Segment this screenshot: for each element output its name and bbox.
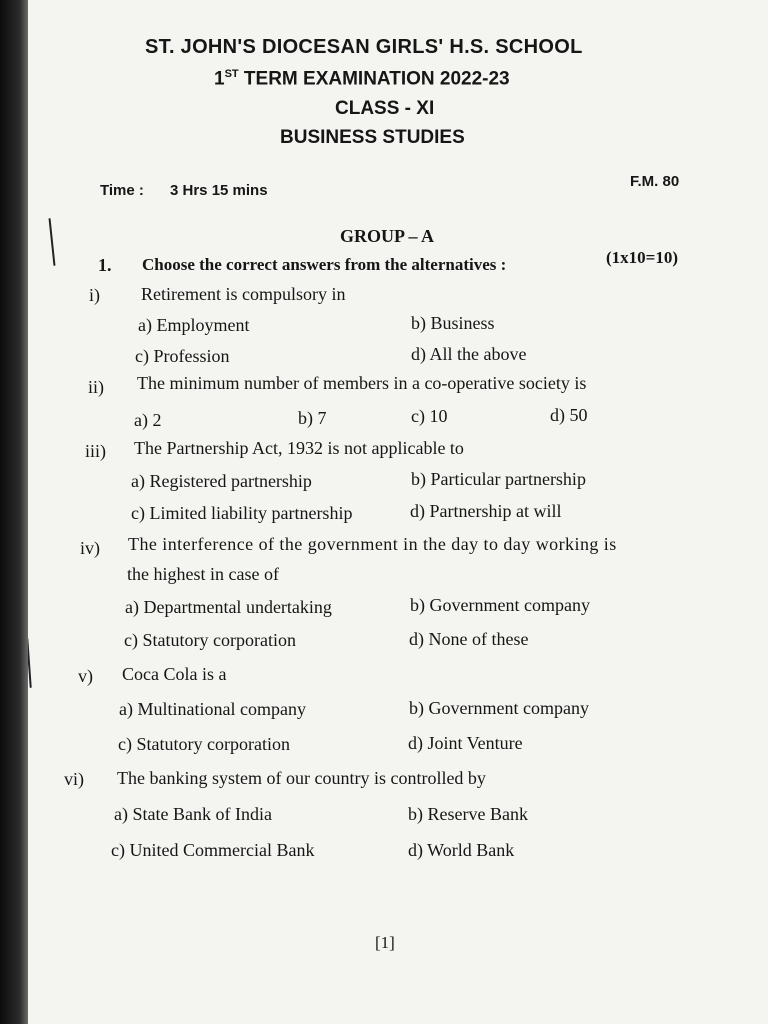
full-marks: F.M. 80 [630,173,680,190]
option: b) Particular partnership [411,469,586,489]
question-number: vi) [64,769,84,789]
group-heading: GROUP – A [340,226,435,246]
page-edge-shadow [0,0,28,1024]
school-name: ST. JOHN'S DIOCESAN GIRLS' H.S. SCHOOL [145,36,583,58]
option: a) Departmental undertaking [125,597,332,617]
section-marks: (1x10=10) [606,248,679,267]
question-text: The banking system of our country is controlled by [117,768,486,788]
option: b) Government company [409,698,589,718]
section-instruction: Choose the correct answers from the alternatives : [142,255,507,274]
question-number: iv) [80,538,100,558]
exam-paper [28,0,768,1024]
option: d) None of these [409,629,529,649]
question-number: i) [89,285,100,305]
class-title: CLASS - XI [335,98,435,119]
question-number: v) [78,666,93,686]
option: a) Registered partnership [131,471,312,491]
question-text-cont: the highest in case of [127,564,279,584]
pen-mark [28,638,32,688]
option: a) 2 [134,410,162,430]
time-label: Time : [100,182,144,199]
option: a) Multinational company [119,699,306,719]
option: c) Statutory corporation [124,630,296,650]
question-text: Retirement is compulsory in [141,284,346,304]
option: c) United Commercial Bank [111,840,315,860]
option: b) Government company [410,595,590,615]
time-value: 3 Hrs 15 mins [170,182,268,199]
question-text: The minimum number of members in a co-operative society is [137,373,587,393]
section-number: 1. [98,255,112,275]
option: c) Limited liability partnership [131,503,353,523]
subject-title: BUSINESS STUDIES [280,127,465,148]
question-number: ii) [88,377,104,397]
option: d) Partnership at will [410,501,562,521]
option: b) Reserve Bank [408,804,528,824]
option: b) Business [411,313,495,333]
option: d) Joint Venture [408,733,523,753]
pen-mark [48,218,55,266]
page-number: [1] [375,933,395,952]
option: d) 50 [550,405,588,425]
question-text: Coca Cola is a [122,664,227,684]
option: a) State Bank of India [114,804,272,824]
option: c) Statutory corporation [118,734,290,754]
option: d) All the above [411,344,527,364]
option: a) Employment [138,315,250,335]
option: b) 7 [298,408,327,428]
question-text: The Partnership Act, 1932 is not applicable to [134,438,464,458]
question-number: iii) [85,441,106,461]
option: d) World Bank [408,840,515,860]
question-text: The interference of the government in the day to day working is [128,534,617,554]
option: c) 10 [411,406,448,426]
option: c) Profession [135,346,230,366]
exam-title: 1ST TERM EXAMINATION 2022-23 [214,68,510,90]
